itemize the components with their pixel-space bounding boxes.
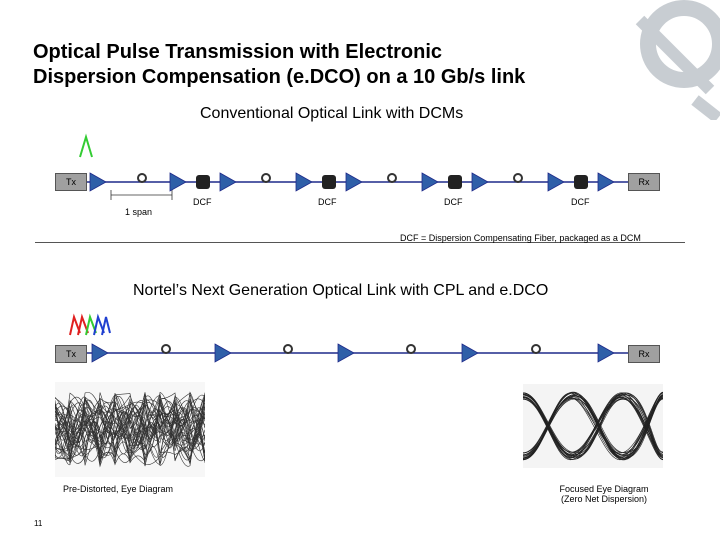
amplifier-icon	[215, 344, 231, 362]
nextgen-link-heading: Nortel’s Next Generation Optical Link with CPL and e.DCO	[133, 282, 549, 299]
slide-title-line-2: Dispersion Compensation (e.DCO) on a 10 Gb/s link	[33, 66, 526, 88]
fiber-span-icon	[262, 174, 270, 182]
dcf-label-2: DCF	[318, 197, 337, 207]
amplifier-icon	[346, 173, 362, 191]
dcf-module-icon	[196, 175, 210, 189]
page-number: 11	[34, 519, 43, 528]
dcf-module-icon	[574, 175, 588, 189]
amplifier-icon	[170, 173, 186, 191]
slide-title	[33, 40, 643, 90]
single-wavelength-pulse-icon	[80, 137, 92, 157]
amplifier-icon	[296, 173, 312, 191]
dcf-module-icon	[448, 175, 462, 189]
eye-right-caption	[549, 484, 659, 504]
nextgen-link-diagram	[0, 305, 720, 380]
dcf-label-3: DCF	[444, 197, 463, 207]
eye-right-caption-line-2: (Zero Net Dispersion)	[560, 494, 648, 504]
dcf-module-icon	[322, 175, 336, 189]
conventional-link-diagram	[0, 120, 720, 230]
slide-title-line-1: Optical Pulse Transmission with Electronic	[33, 41, 443, 63]
fiber-span-icon	[162, 345, 170, 353]
rx-box-conventional: Rx	[628, 173, 660, 191]
amplifier-icon	[548, 173, 564, 191]
conventional-link-heading: Conventional Optical Link with DCMs	[200, 105, 464, 122]
fiber-span-icon	[514, 174, 522, 182]
amplifier-icon	[90, 173, 106, 191]
rx-box-nextgen: Rx	[628, 345, 660, 363]
eye-left-caption: Pre-Distorted, Eye Diagram	[63, 484, 174, 494]
fiber-span-icon	[284, 345, 292, 353]
tx-box-conventional: Tx	[55, 173, 87, 191]
amplifier-icon	[92, 344, 108, 362]
multi-wavelength-pulse-icon	[70, 317, 110, 335]
dcf-footnote: DCF = Dispersion Compensating Fiber, packaged as a DCM	[400, 233, 641, 243]
pre-distorted-eye-diagram	[55, 382, 205, 477]
tx-box-nextgen: Tx	[55, 345, 87, 363]
amplifier-icon	[598, 344, 614, 362]
amplifier-icon	[422, 173, 438, 191]
eye-right-caption-line-1: Focused Eye Diagram	[559, 484, 649, 494]
focused-eye-diagram	[523, 384, 663, 468]
fiber-span-icon	[532, 345, 540, 353]
fiber-span-icon	[388, 174, 396, 182]
amplifier-icon	[598, 173, 614, 191]
amplifier-icon	[462, 344, 478, 362]
fiber-span-icon	[138, 174, 146, 182]
fiber-span-icon	[407, 345, 415, 353]
company-logo-icon	[600, 0, 720, 120]
amplifier-icon	[338, 344, 354, 362]
amplifier-icon	[220, 173, 236, 191]
span-label: 1 span	[125, 207, 153, 217]
amplifier-icon	[472, 173, 488, 191]
dcf-label-4: DCF	[571, 197, 590, 207]
dcf-label-1: DCF	[193, 197, 212, 207]
